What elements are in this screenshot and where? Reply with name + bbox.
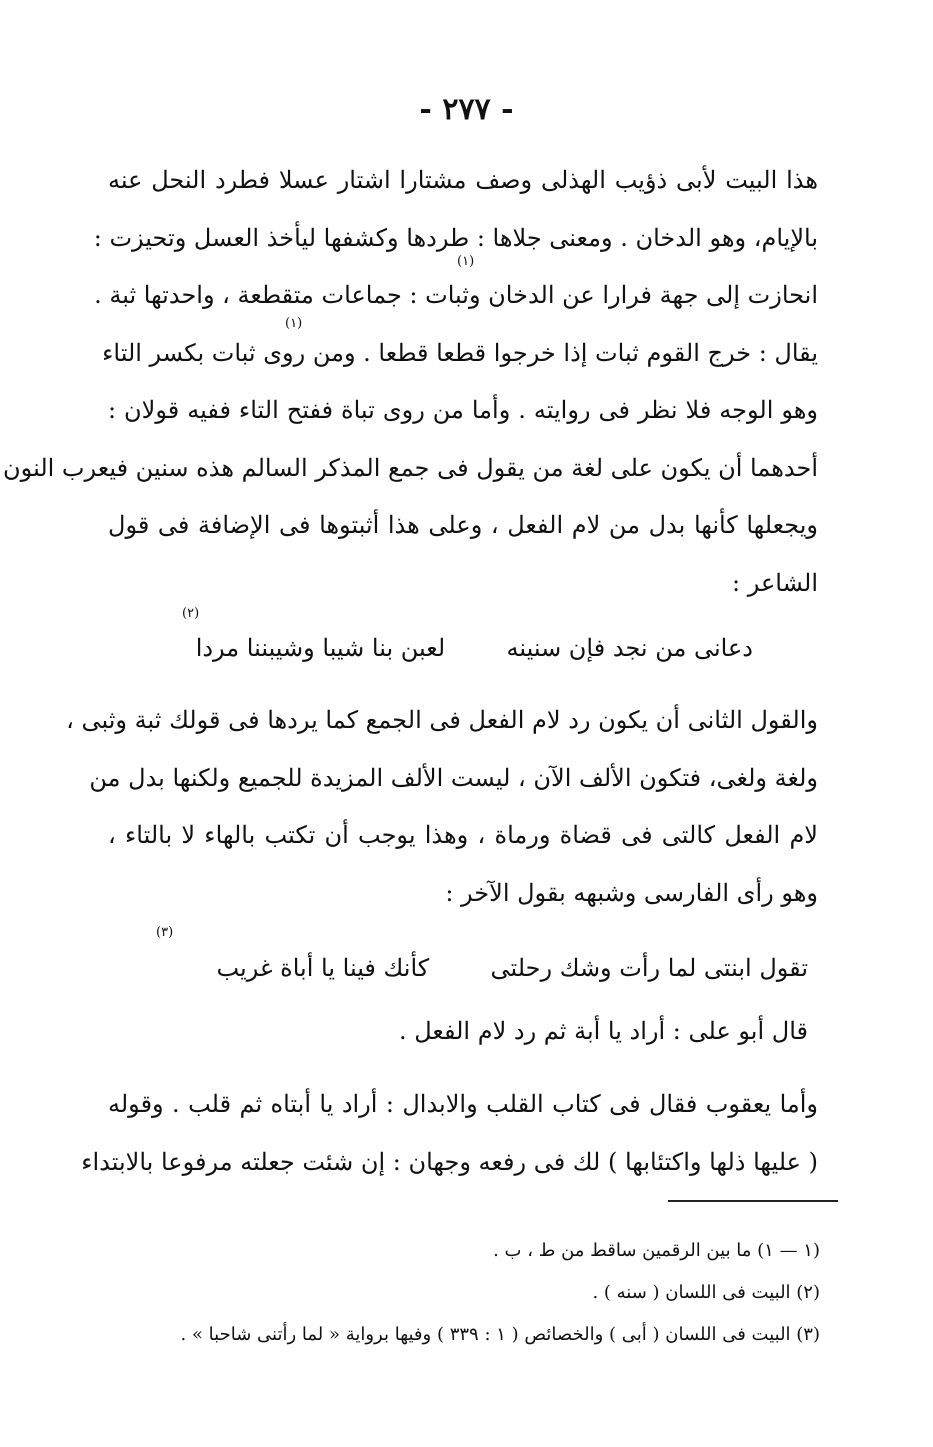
text-line: يقال : خرج القوم ثبات إذا خرجوا قطعا قطعا . ومن روى ثبات بكسر التاء — [102, 338, 818, 367]
text-line: الشاعر : — [732, 568, 818, 597]
paragraph-1 — [3, 152, 818, 612]
text-line: وهو رأى الفارسى وشبهه بقول الآخر : — [445, 878, 818, 907]
text-line: ولغة ولغى، فتكون الألف الآن ، ليست الألف المزيدة للجميع ولكنها بدل من — [89, 763, 818, 792]
verse-first-hemistich: تقول ابنتى لما رأت وشك رحلتى — [490, 954, 808, 982]
text-line: هذا البيت لأبى ذؤيب الهذلى وصف مشتارا اشتار عسلا فطرد النحل عنه — [108, 166, 818, 194]
verse-1 — [196, 628, 753, 668]
footnote: (٢) البيت فى اللسان ( سنه ) . — [592, 1282, 820, 1303]
quote-line: قال أبو على : أراد يا أبة ثم رد لام الفعل . — [398, 1017, 808, 1045]
verse-first-hemistich: دعانى من نجد فإن سنينه — [506, 634, 753, 662]
footnotes — [100, 1230, 820, 1356]
text-line: ويجعلها كأنها بدل من لام الفعل ، وعلى هذا أثبتوها فى الإضافة فى قول — [108, 511, 818, 539]
footnote: (١ — ١) ما بين الرقمين ساقط من ط ، ب . — [493, 1240, 820, 1261]
verse-second-hemistich: كأنك فينا يا أباة غريب — [216, 954, 430, 982]
text-line: لام الفعل كالتى فى قضاة ورماة ، وهذا يوجب أن تكتب بالهاء لا بالتاء ، — [108, 821, 818, 849]
text-line: وهو الوجه فلا نظر فى روايته . وأما من روى تباة ففتح التاء ففيه قولان : — [108, 396, 818, 424]
text-line: وأما يعقوب فقال فى كتاب القلب والابدال : أراد يا أبتاه ثم قلب . وقوله — [108, 1090, 818, 1118]
text-line: أحدهما أن يكون على لغة من يقول فى جمع المذكر السالم هذه سنين فيعرب النون — [3, 453, 818, 482]
text-line: انحازت إلى جهة فرارا عن الدخان وثبات : جماعات متقطعة ، واحدتها ثبة . — [94, 281, 818, 309]
paragraph-2 — [66, 692, 818, 922]
footnote: (٣) البيت فى اللسان ( أبى ) والخصائص ( ١ : ٣٣٩ ) وفيها برواية « لما رأتنى شاحبا » . — [180, 1324, 820, 1345]
paragraph-3 — [81, 1076, 818, 1191]
text-line: والقول الثانى أن يكون رد لام الفعل فى الجمع كما يردها فى قولك ثبة وثبى ، — [66, 706, 818, 734]
verse-second-hemistich: لعبن بنا شيبا وشيبننا مردا — [195, 634, 446, 662]
text-line: ( عليها ذلها واكتئابها ) لك فى رفعه وجهان : إن شئت جعلته مرفوعا بالابتداء — [81, 1147, 818, 1176]
page-number: - ٢٧٧ - — [419, 92, 514, 127]
text-line: بالإيام، وهو الدخان . ومعنى جلاها : طردها وكشفها ليأخذ العسل وتحيزت : — [93, 223, 818, 252]
verse-2 — [216, 948, 808, 988]
footnote-separator — [668, 1200, 838, 1202]
